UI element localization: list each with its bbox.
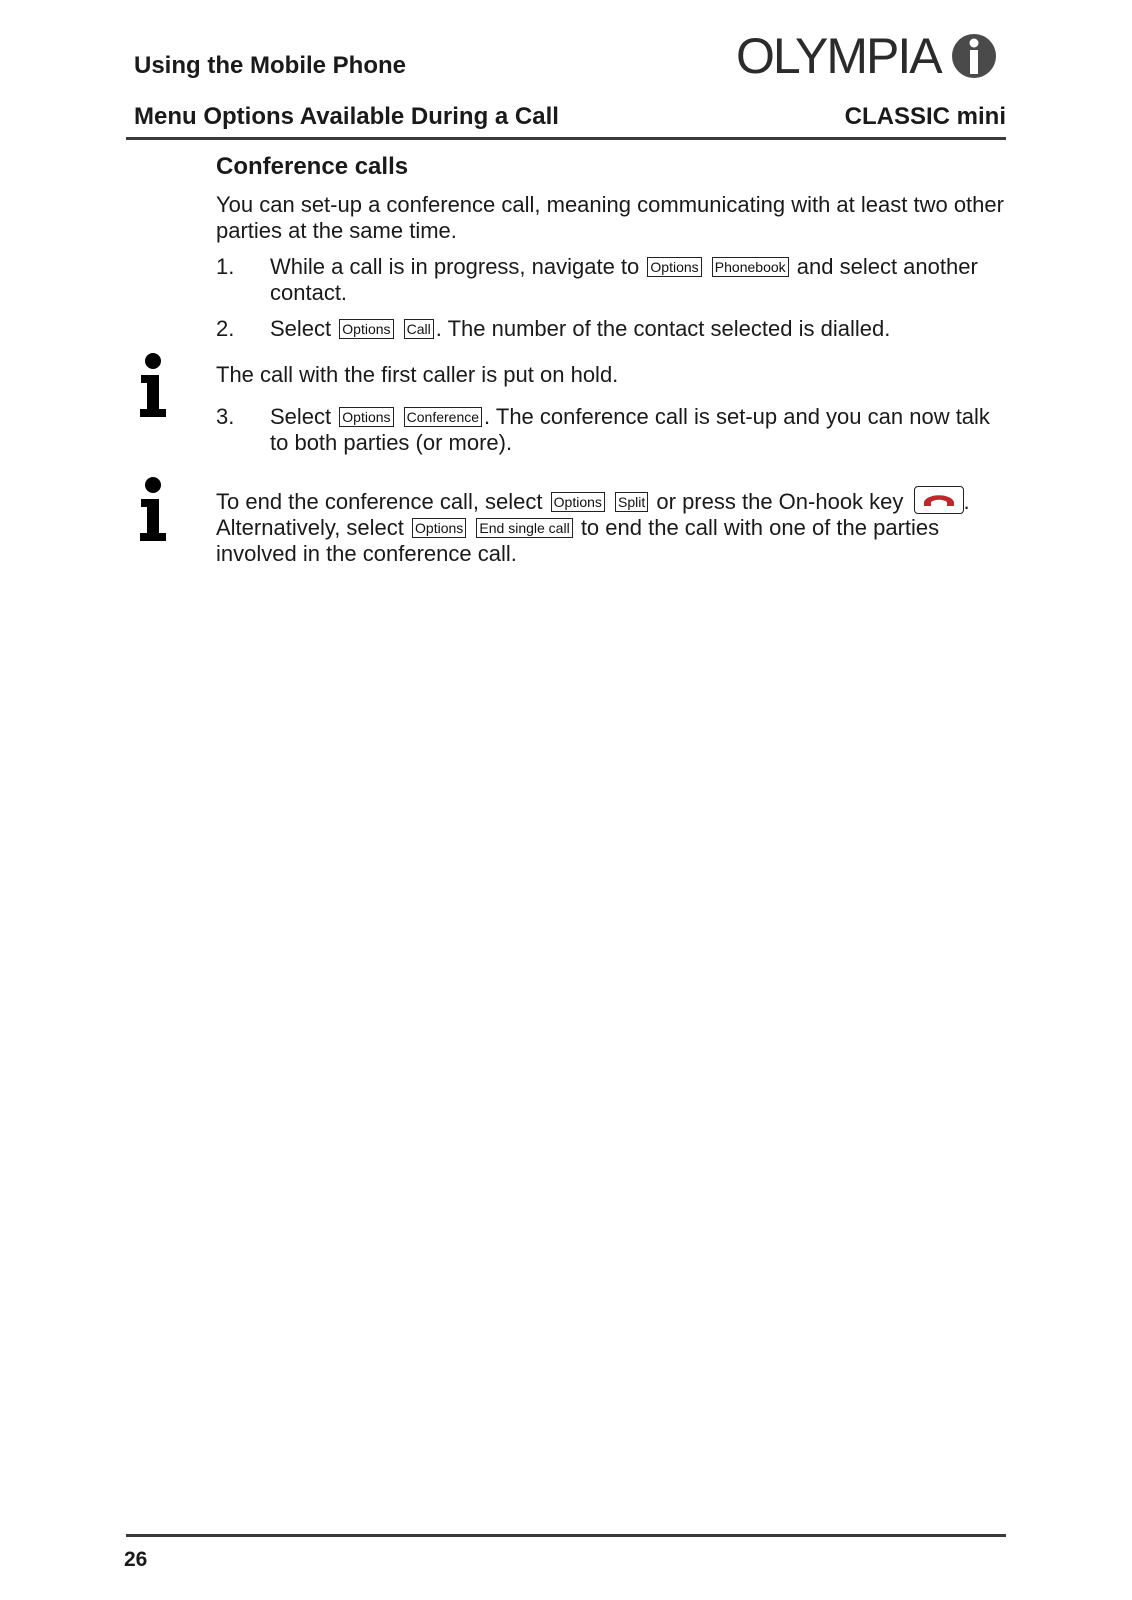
key-options: Options [412,518,466,538]
step-number: 2. [216,316,235,341]
key-options: Options [647,257,701,277]
key-call: Call [404,319,434,339]
step-text: . The conference call is set-up and you can now talk to both parties (or more). [270,404,990,455]
footer-divider [126,1534,1006,1537]
note-text: To end the conference call, select [216,489,543,514]
olympia-logo [736,28,997,84]
header-divider [126,137,1006,140]
section-heading: Conference calls [216,153,409,180]
note-text: or press the On-hook key [656,489,904,514]
info-note-1 [216,362,1006,388]
key-options: Options [551,492,605,512]
step-2 [216,316,1006,342]
note-text: The call with the first caller is put on hold. [216,362,619,387]
on-hook-key-icon [914,486,964,514]
note-text: to end the call with one of the parties involved in the conference call. [216,515,940,566]
page-title: Menu Options Available During a Call [134,103,559,130]
intro-paragraph: You can set-up a conference call, meaning communicating with at least two other parties at the same time. [216,192,1004,243]
step-number: 1. [216,254,235,279]
logo-text: OLYMPIA [736,28,941,84]
info-note-2 [216,486,1006,567]
info-icon [136,477,170,543]
step-text: . The number of the contact selected is dialled. [435,316,891,341]
key-split: Split [615,492,648,512]
step-number: 3. [216,404,235,429]
model-name: CLASSIC mini [844,103,1006,130]
key-end-single-call: End single call [476,518,572,538]
note-text: . [963,489,970,514]
step-text: While a call is in progress, navigate to [270,254,640,279]
key-phonebook: Phonebook [712,257,789,277]
step-text: Select [270,404,332,429]
step-text: and select another contact. [270,254,978,305]
main-content [216,152,1006,581]
page-number: 26 [124,1548,148,1571]
key-conference: Conference [404,407,482,427]
step-3 [216,404,1006,456]
step-1 [216,254,1006,306]
info-icon [136,353,170,419]
step-text: Select [270,316,332,341]
note-text: Alternatively, select [216,515,404,540]
olympia-logo-icon [951,33,997,79]
key-options: Options [339,407,393,427]
header-section-title: Using the Mobile Phone [134,52,407,79]
key-options: Options [339,319,393,339]
